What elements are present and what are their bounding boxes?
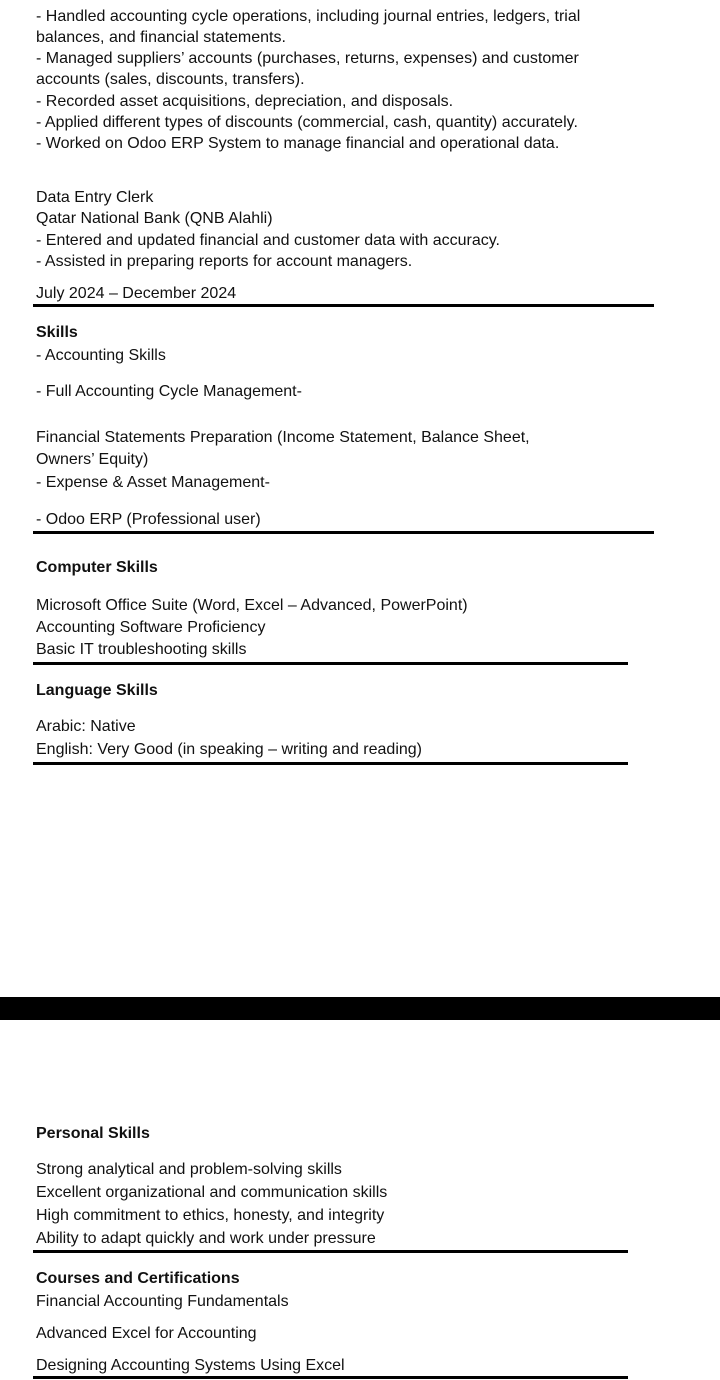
section-divider bbox=[33, 662, 628, 665]
course-item: Advanced Excel for Accounting bbox=[36, 1325, 257, 1342]
computer-skill-item: Basic IT troubleshooting skills bbox=[36, 641, 247, 658]
personal-skill-item: Ability to adapt quickly and work under pressure bbox=[36, 1230, 376, 1247]
language-item: English: Very Good (in speaking – writing and reading) bbox=[36, 741, 422, 758]
language-skills-heading: Language Skills bbox=[36, 682, 158, 699]
job-dates: July 2024 – December 2024 bbox=[36, 285, 237, 302]
computer-skill-item: Microsoft Office Suite (Word, Excel – Advanced, PowerPoint) bbox=[36, 597, 468, 614]
experience-bullet: - Applied different types of discounts (commercial, cash, quantity) accurately. bbox=[36, 114, 578, 131]
experience-bullet: - Managed suppliers’ accounts (purchases, returns, expenses) and customer bbox=[36, 50, 579, 67]
job-bullet: - Assisted in preparing reports for account managers. bbox=[36, 253, 413, 270]
section-divider bbox=[33, 304, 654, 307]
skills-heading: Skills bbox=[36, 324, 78, 341]
section-divider bbox=[33, 1250, 628, 1253]
section-divider bbox=[33, 762, 628, 765]
skill-item: - Full Accounting Cycle Management- bbox=[36, 383, 302, 400]
job-bullet: - Entered and updated financial and customer data with accuracy. bbox=[36, 232, 500, 249]
course-item: Financial Accounting Fundamentals bbox=[36, 1293, 289, 1310]
computer-skill-item: Accounting Software Proficiency bbox=[36, 619, 266, 636]
experience-bullet: - Handled accounting cycle operations, including journal entries, ledgers, trial bbox=[36, 8, 581, 25]
skill-item: - Odoo ERP (Professional user) bbox=[36, 511, 261, 528]
section-divider bbox=[33, 1376, 628, 1379]
course-item: Designing Accounting Systems Using Excel bbox=[36, 1357, 345, 1374]
personal-skill-item: Excellent organizational and communication skills bbox=[36, 1184, 388, 1201]
personal-skills-heading: Personal Skills bbox=[36, 1125, 150, 1142]
skill-item: Financial Statements Preparation (Income Statement, Balance Sheet, bbox=[36, 429, 530, 446]
job-company: Qatar National Bank (QNB Alahli) bbox=[36, 210, 273, 227]
personal-skill-item: High commitment to ethics, honesty, and integrity bbox=[36, 1207, 385, 1224]
section-divider bbox=[33, 531, 654, 534]
skill-item: Owners’ Equity) bbox=[36, 451, 149, 468]
experience-bullet: balances, and financial statements. bbox=[36, 29, 286, 46]
experience-bullet: - Worked on Odoo ERP System to manage financial and operational data. bbox=[36, 135, 560, 152]
courses-heading: Courses and Certifications bbox=[36, 1270, 240, 1287]
experience-bullet: - Recorded asset acquisitions, depreciation, and disposals. bbox=[36, 93, 454, 110]
job-title: Data Entry Clerk bbox=[36, 189, 154, 206]
skill-item: - Expense & Asset Management- bbox=[36, 474, 270, 491]
skill-item: - Accounting Skills bbox=[36, 347, 166, 364]
experience-bullet: accounts (sales, discounts, transfers). bbox=[36, 71, 305, 88]
computer-skills-heading: Computer Skills bbox=[36, 559, 158, 576]
page-break-bar bbox=[0, 997, 720, 1020]
language-item: Arabic: Native bbox=[36, 718, 136, 735]
personal-skill-item: Strong analytical and problem-solving skills bbox=[36, 1161, 342, 1178]
